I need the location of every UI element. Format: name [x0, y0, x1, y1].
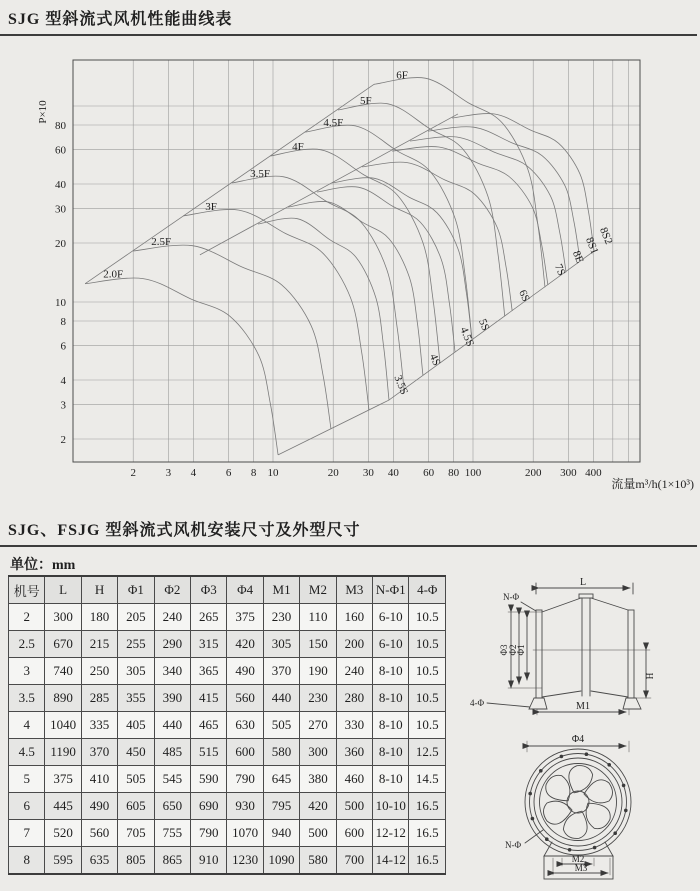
performance-chart — [0, 40, 700, 502]
curve-label-3.5F: 3.5F — [250, 167, 270, 180]
table-cell: 755 — [154, 820, 190, 847]
column-header: Φ4 — [227, 576, 263, 604]
dim-L: L — [579, 577, 587, 588]
table-cell: 700 — [336, 847, 372, 875]
outline-drawing — [452, 556, 698, 889]
plot-border — [73, 60, 640, 462]
table-cell: 505 — [118, 766, 154, 793]
table-cell: 545 — [154, 766, 190, 793]
table-cell: 285 — [81, 685, 117, 712]
table-cell: 230 — [263, 604, 299, 631]
table-cell: 605 — [118, 793, 154, 820]
table-cell: 360 — [336, 739, 372, 766]
table-cell: 370 — [81, 739, 117, 766]
fan-curves — [85, 78, 594, 455]
table-cell: 520 — [45, 820, 81, 847]
table-row — [9, 820, 446, 847]
curve-label-4.5F: 4.5F — [323, 117, 344, 130]
table-cell: 16.5 — [409, 793, 446, 820]
table-row — [9, 604, 446, 631]
side-view-labels — [470, 577, 655, 712]
svg-text:4: 4 — [60, 374, 66, 387]
svg-text:6: 6 — [225, 467, 232, 479]
table-cell: 705 — [118, 820, 154, 847]
table-header — [9, 576, 446, 604]
table-cell: 315 — [191, 631, 227, 658]
dim-phi3: Φ3 — [499, 644, 509, 656]
curve-label-2.5F: 2.5F — [151, 236, 172, 249]
table-cell: 16.5 — [409, 847, 446, 875]
bolt-holes — [528, 752, 627, 851]
table-cell: 590 — [191, 766, 227, 793]
svg-text:400: 400 — [585, 467, 602, 479]
table-cell: 6 — [9, 793, 45, 820]
table-cell: 10.5 — [409, 658, 446, 685]
table-cell: 865 — [154, 847, 190, 875]
table-cell: 740 — [45, 658, 81, 685]
curve-label-4F: 4F — [292, 140, 304, 153]
table-cell: 505 — [263, 712, 299, 739]
table-cell: 440 — [263, 685, 299, 712]
table-cell: 8-10 — [373, 766, 409, 793]
table-cell: 1190 — [45, 739, 81, 766]
svg-text:6: 6 — [60, 340, 66, 353]
table-cell: 6-10 — [373, 631, 409, 658]
curve-label-6F: 6F — [396, 69, 408, 82]
table-cell: 16.5 — [409, 820, 446, 847]
x-axis-label: 流量m³/h(1×10³) — [611, 477, 694, 491]
table-cell: 490 — [81, 793, 117, 820]
table-cell: 8-10 — [373, 739, 409, 766]
svg-text:40: 40 — [387, 467, 399, 479]
table-cell: 10.5 — [409, 712, 446, 739]
table-cell: 8-10 — [373, 658, 409, 685]
dim-N-phi-front: N-Φ — [504, 840, 522, 850]
table-cell: 500 — [300, 820, 336, 847]
table-cell: 580 — [263, 739, 299, 766]
column-header: Φ2 — [154, 576, 190, 604]
table-cell: 1040 — [45, 712, 81, 739]
table-cell: 790 — [227, 766, 263, 793]
svg-text:100: 100 — [464, 467, 482, 479]
table-cell: 890 — [45, 685, 81, 712]
table-cell: 670 — [45, 631, 81, 658]
svg-text:80: 80 — [55, 119, 66, 132]
table-cell: 415 — [191, 685, 227, 712]
column-header: Φ3 — [191, 576, 227, 604]
table-cell: 490 — [227, 658, 263, 685]
table-cell: 205 — [118, 604, 154, 631]
column-header: 机号 — [9, 576, 45, 604]
table-cell: 580 — [300, 847, 336, 875]
curve-labels — [103, 69, 614, 396]
svg-text:30: 30 — [55, 203, 66, 216]
table-cell: 255 — [118, 631, 154, 658]
table-cell: 230 — [300, 685, 336, 712]
section2-rule — [0, 545, 697, 547]
table-row — [9, 793, 446, 820]
svg-text:3: 3 — [165, 467, 172, 479]
table-cell: 10.5 — [409, 685, 446, 712]
svg-text:8: 8 — [60, 315, 66, 328]
column-header: Φ1 — [118, 576, 154, 604]
table-cell: 265 — [191, 604, 227, 631]
svg-text:20: 20 — [55, 237, 66, 250]
chart-grid — [73, 60, 640, 462]
curve-label-8S1: 8S1 — [583, 235, 601, 256]
dimensions-table — [8, 575, 446, 875]
curve-label-4S: 4S — [426, 352, 443, 368]
curve-label-4.5S: 4.5S — [457, 325, 477, 349]
curve-label-2.0F: 2.0F — [103, 268, 124, 281]
table-cell: 635 — [81, 847, 117, 875]
table-cell: 805 — [118, 847, 154, 875]
table-cell: 250 — [81, 658, 117, 685]
svg-text:20: 20 — [327, 467, 339, 479]
table-cell: 14.5 — [409, 766, 446, 793]
svg-text:60: 60 — [55, 144, 66, 157]
curve-label-8S2: 8S2 — [597, 225, 615, 247]
table-cell: 405 — [118, 712, 154, 739]
table-cell: 645 — [263, 766, 299, 793]
table-cell: 305 — [263, 631, 299, 658]
curve-label-5S: 5S — [476, 317, 492, 333]
table-cell: 12.5 — [409, 739, 446, 766]
title-rule — [0, 34, 697, 36]
table-cell: 370 — [263, 658, 299, 685]
dim-phi1: Φ1 — [516, 644, 526, 656]
dim-M2: M2 — [571, 854, 585, 864]
table-cell: 270 — [300, 712, 336, 739]
column-header: M3 — [336, 576, 372, 604]
table-row — [9, 766, 446, 793]
table-row — [9, 658, 446, 685]
svg-text:200: 200 — [524, 467, 542, 479]
table-cell: 390 — [154, 685, 190, 712]
table-cell: 595 — [45, 847, 81, 875]
table-cell: 380 — [300, 766, 336, 793]
table-cell: 2 — [9, 604, 45, 631]
table-cell: 10.5 — [409, 604, 446, 631]
svg-text:40: 40 — [55, 178, 66, 191]
table-cell: 515 — [191, 739, 227, 766]
table-cell: 365 — [191, 658, 227, 685]
svg-text:60: 60 — [423, 467, 435, 479]
svg-text:2: 2 — [60, 433, 66, 446]
dim-M1: M1 — [576, 701, 590, 712]
table-cell: 440 — [154, 712, 190, 739]
dim-4-phi: 4-Φ — [469, 698, 485, 708]
table-cell: 305 — [118, 658, 154, 685]
table-row — [9, 739, 446, 766]
svg-text:30: 30 — [362, 467, 374, 479]
table-cell: 930 — [227, 793, 263, 820]
section2-title: SJG、FSJG 型斜流式风机安装尺寸及外型尺寸 — [8, 522, 361, 539]
page-title: SJG 型斜流式风机性能曲线表 — [8, 11, 233, 28]
curve-label-6S: 6S — [516, 288, 532, 304]
table-cell: 340 — [154, 658, 190, 685]
table-cell: 375 — [227, 604, 263, 631]
table-row — [9, 631, 446, 658]
table-cell: 10-10 — [373, 793, 409, 820]
table-cell: 240 — [336, 658, 372, 685]
table-cell: 690 — [191, 793, 227, 820]
table-cell: 450 — [118, 739, 154, 766]
curve-label-5F: 5F — [360, 95, 372, 108]
table-cell: 240 — [154, 604, 190, 631]
table-cell: 940 — [263, 820, 299, 847]
table-cell: 3.5 — [9, 685, 45, 712]
table-cell: 3 — [9, 658, 45, 685]
table-cell: 445 — [45, 793, 81, 820]
curve-label-3F: 3F — [205, 200, 217, 213]
dim-N-phi: N-Φ — [502, 592, 520, 602]
table-cell: 7 — [9, 820, 45, 847]
table-cell: 1230 — [227, 847, 263, 875]
table-cell: 4.5 — [9, 739, 45, 766]
column-header: M2 — [300, 576, 336, 604]
curve-label-3.5S: 3.5S — [391, 373, 411, 397]
table-cell: 560 — [227, 685, 263, 712]
table-cell: 420 — [300, 793, 336, 820]
curve-label-8E: 8E — [570, 249, 586, 265]
dim-phi4: Φ4 — [571, 734, 585, 745]
column-header: 4-Φ — [409, 576, 446, 604]
table-cell: 600 — [227, 739, 263, 766]
table-cell: 200 — [336, 631, 372, 658]
table-row — [9, 685, 446, 712]
table-cell: 1090 — [263, 847, 299, 875]
table-cell: 150 — [300, 631, 336, 658]
table-cell: 485 — [154, 739, 190, 766]
svg-text:8: 8 — [250, 467, 257, 479]
y-axis-label: P×10 — [37, 100, 49, 124]
column-header: H — [81, 576, 117, 604]
unit-label: 单位：mm — [10, 558, 76, 573]
table-row — [9, 847, 446, 875]
svg-text:2: 2 — [130, 467, 136, 479]
table-cell: 410 — [81, 766, 117, 793]
dim-M3: M3 — [574, 863, 588, 873]
table-cell: 795 — [263, 793, 299, 820]
table-cell: 330 — [336, 712, 372, 739]
table-cell: 6-10 — [373, 604, 409, 631]
table-cell: 180 — [81, 604, 117, 631]
table-cell: 300 — [45, 604, 81, 631]
table-cell: 10.5 — [409, 631, 446, 658]
table-cell: 2.5 — [9, 631, 45, 658]
column-header: L — [45, 576, 81, 604]
table-row — [9, 712, 446, 739]
column-header: N-Φ1 — [373, 576, 409, 604]
table-cell: 290 — [154, 631, 190, 658]
table-cell: 12-12 — [373, 820, 409, 847]
table-cell: 14-12 — [373, 847, 409, 875]
table-cell: 110 — [300, 604, 336, 631]
svg-text:4: 4 — [190, 467, 197, 479]
table-cell: 500 — [336, 793, 372, 820]
svg-text:10: 10 — [267, 467, 279, 479]
table-cell: 460 — [336, 766, 372, 793]
table-cell: 650 — [154, 793, 190, 820]
table-cell: 910 — [191, 847, 227, 875]
table-cell: 215 — [81, 631, 117, 658]
table-cell: 600 — [336, 820, 372, 847]
table-cell: 8-10 — [373, 712, 409, 739]
table-cell: 300 — [300, 739, 336, 766]
table-cell: 160 — [336, 604, 372, 631]
table-cell: 790 — [191, 820, 227, 847]
table-cell: 465 — [191, 712, 227, 739]
svg-text:3: 3 — [60, 399, 66, 412]
svg-text:80: 80 — [448, 467, 460, 479]
dim-phi2: Φ2 — [508, 644, 518, 656]
table-cell: 280 — [336, 685, 372, 712]
table-cell: 420 — [227, 631, 263, 658]
table-cell: 1070 — [227, 820, 263, 847]
svg-text:10: 10 — [55, 297, 66, 309]
table-cell: 5 — [9, 766, 45, 793]
table-cell: 190 — [300, 658, 336, 685]
table-cell: 8-10 — [373, 685, 409, 712]
table-cell: 560 — [81, 820, 117, 847]
curve-label-7S: 7S — [551, 262, 568, 278]
table-cell: 375 — [45, 766, 81, 793]
dim-H: H — [645, 672, 655, 680]
table-cell: 4 — [9, 712, 45, 739]
table-cell: 630 — [227, 712, 263, 739]
table-cell: 355 — [118, 685, 154, 712]
table-cell: 8 — [9, 847, 45, 875]
table-cell: 335 — [81, 712, 117, 739]
svg-text:300: 300 — [560, 467, 577, 479]
column-header: M1 — [263, 576, 299, 604]
